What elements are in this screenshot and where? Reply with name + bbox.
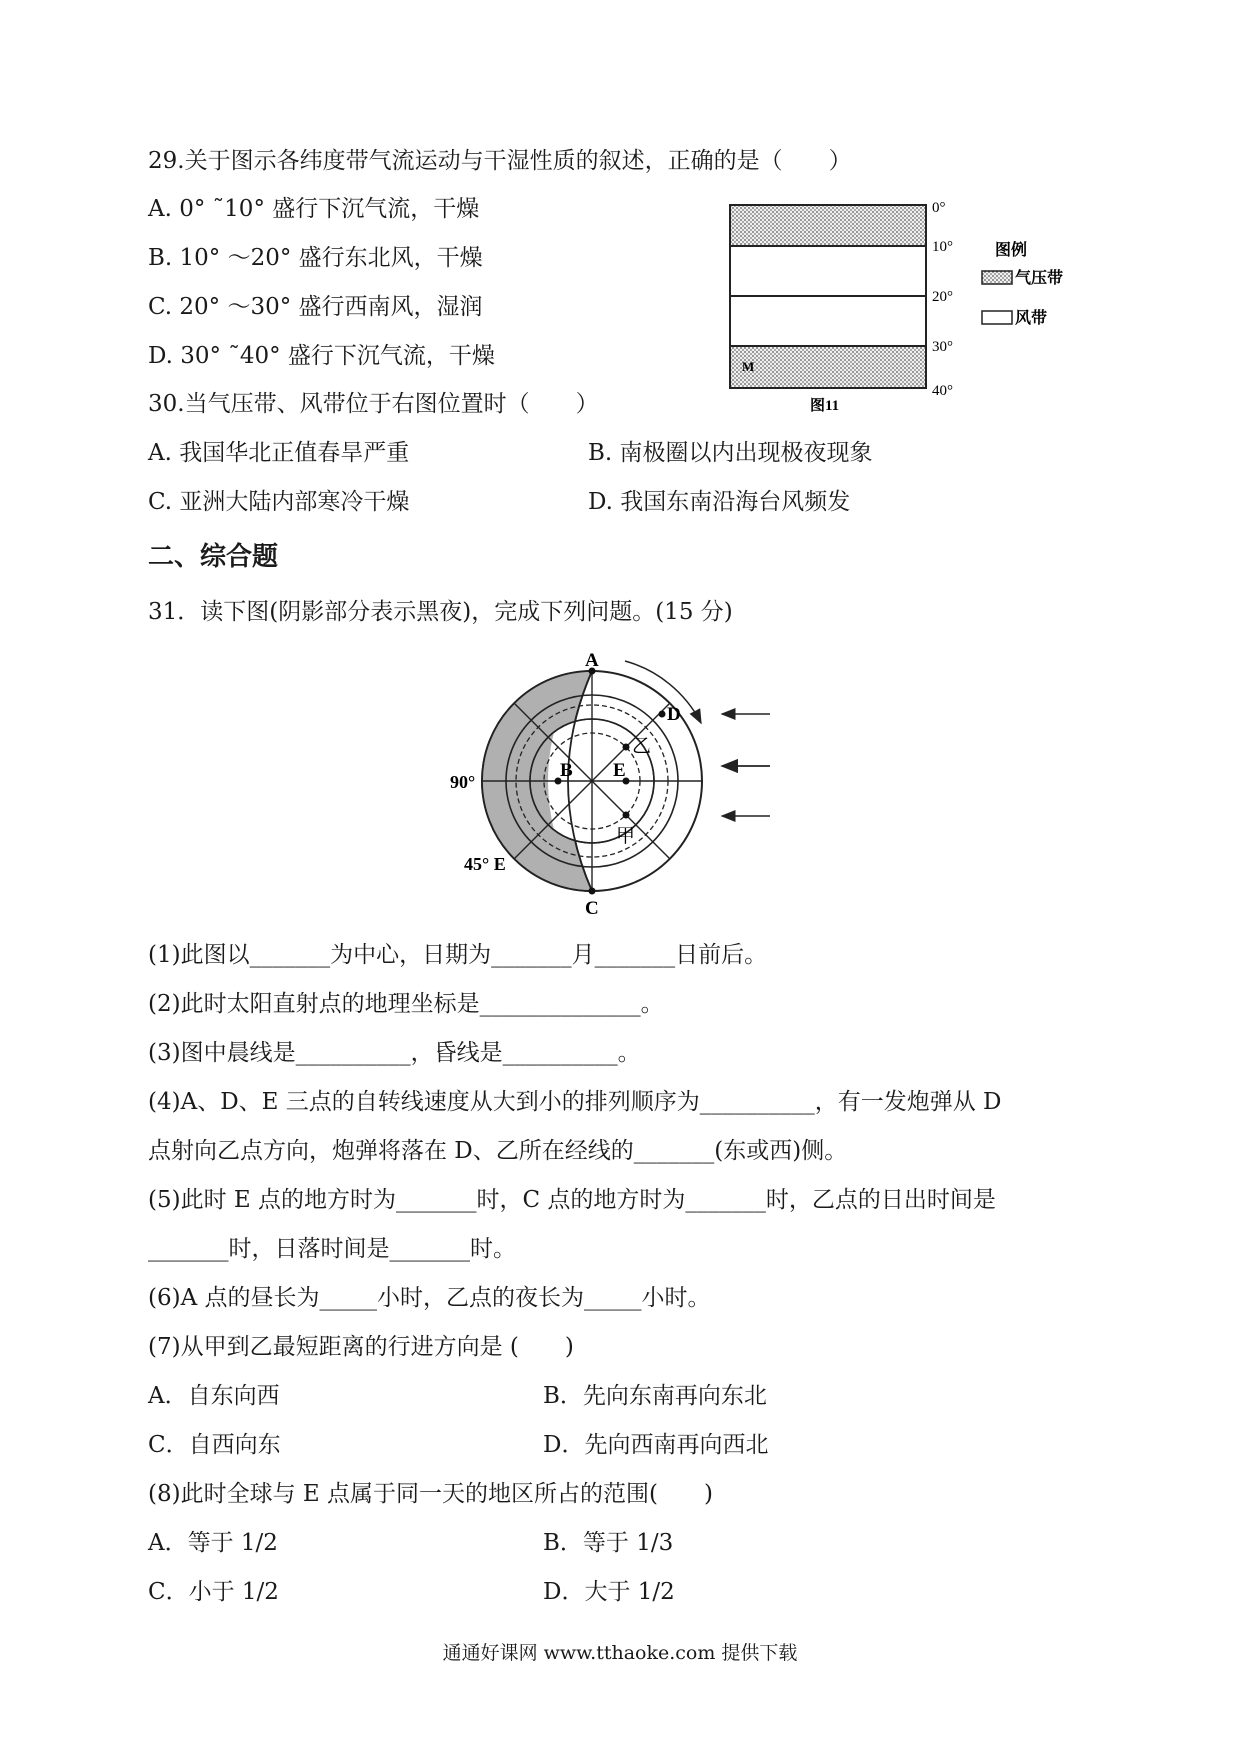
legend-pressure-swatch <box>982 271 1012 284</box>
point-jia-label: 甲 <box>616 826 636 847</box>
q31-8-option-b: B．等于 1/3 <box>543 1530 674 1556</box>
q31-part-1: (1)此图以_______为中心，日期为_______月_______日前后。 <box>148 942 768 968</box>
point-yi-label: 乙 <box>632 736 652 757</box>
q29-option-a: A. 0° ˜10° 盛行下沉气流，干燥 <box>148 196 480 222</box>
q31-part-2: (2)此时太阳直射点的地理坐标是______________。 <box>148 991 664 1017</box>
q30-option-a: A. 我国华北正值春旱严重 <box>148 440 410 466</box>
q31-7-option-d: D．先向西南再向西北 <box>543 1432 769 1458</box>
page-footer: 通通好课网 www.tthaoke.com 提供下载 <box>442 1642 798 1664</box>
q31-8-option-c: C．小于 1/2 <box>148 1579 279 1605</box>
lat-label-20: 20° <box>932 289 953 305</box>
q31-7-option-a: A．自东向西 <box>148 1383 280 1409</box>
q31-7-option-b: B．先向东南再向东北 <box>543 1383 767 1409</box>
legend-title: 图例 <box>995 242 1028 259</box>
point-c-label: C <box>585 898 599 918</box>
q31-part-5-line-2: _______时，日落时间是_______时。 <box>148 1236 516 1262</box>
q29-stem: 29.关于图示各纬度带气流运动与干湿性质的叙述，正确的是（ ） <box>148 148 852 174</box>
q31-7-option-c: C．自西向东 <box>148 1432 281 1458</box>
q30-option-d: D. 我国东南沿海台风频发 <box>588 489 851 515</box>
pressure-belt-30-40 <box>730 346 926 388</box>
figure-caption: 图11 <box>810 398 840 414</box>
q30-option-c: C. 亚洲大陆内部寒冷干燥 <box>148 489 410 515</box>
figure-11-pressure-wind-belts <box>720 195 1100 420</box>
q30-stem: 30.当气压带、风带位于右图位置时（ ） <box>148 391 599 417</box>
legend-wind-swatch <box>982 311 1012 324</box>
q29-option-b: B. 10° ～20° 盛行东北风，干燥 <box>148 245 483 271</box>
longitude-90-label: 90° <box>450 772 476 792</box>
q31-stem: 31．读下图(阴影部分表示黑夜)，完成下列问题。(15 分) <box>148 599 733 625</box>
wind-belt-20-30 <box>730 296 926 346</box>
belt-marker-m: M <box>742 359 755 374</box>
q31-part-5-line-1: (5)此时 E 点的地方时为_______时，C 点的地方时为_______时，乙点的日出时间是 <box>148 1187 996 1213</box>
lat-label-10: 10° <box>932 239 953 255</box>
q29-option-c: C. 20° ～30° 盛行西南风，湿润 <box>148 294 483 320</box>
polar-day-night-diagram <box>430 648 810 918</box>
pressure-belt-0-10 <box>730 205 926 246</box>
q31-part-6: (6)A 点的昼长为_____小时，乙点的夜长为_____小时。 <box>148 1285 711 1311</box>
q31-part-4-line-1: (4)A、D、E 三点的自转线速度从大到小的排列顺序为__________，有一发炮弹从 D <box>148 1089 1002 1115</box>
q30-option-b: B. 南极圈以内出现极夜现象 <box>588 440 873 466</box>
legend-pressure-label: 气压带 <box>1015 270 1064 287</box>
q31-part-7: (7)从甲到乙最短距离的行进方向是 ( ) <box>148 1334 574 1360</box>
point-a-label: A <box>585 650 599 671</box>
lat-label-40: 40° <box>932 383 953 399</box>
q31-part-8: (8)此时全球与 E 点属于同一天的地区所占的范围( ) <box>148 1481 713 1507</box>
longitude-45e-label: 45° E <box>464 854 506 874</box>
lat-label-0: 0° <box>932 200 946 216</box>
legend-wind-label: 风带 <box>1015 310 1048 327</box>
q31-8-option-d: D．大于 1/2 <box>543 1579 675 1605</box>
q31-part-3: (3)图中晨线是__________，昏线是__________。 <box>148 1040 641 1066</box>
q29-option-d: D. 30° ˜40° 盛行下沉气流，干燥 <box>148 343 495 369</box>
lat-label-30: 30° <box>932 339 953 355</box>
point-e-label: E <box>613 760 626 781</box>
wind-belt-10-20 <box>730 246 926 296</box>
q31-part-4-line-2: 点射向乙点方向，炮弹将落在 D、乙所在经线的_______(东或西)侧。 <box>148 1138 848 1164</box>
point-d-label: D <box>667 704 681 725</box>
section-title: 二、综合题 <box>148 542 279 572</box>
q31-8-option-a: A．等于 1/2 <box>148 1530 278 1556</box>
point-b-label: B <box>560 760 573 781</box>
